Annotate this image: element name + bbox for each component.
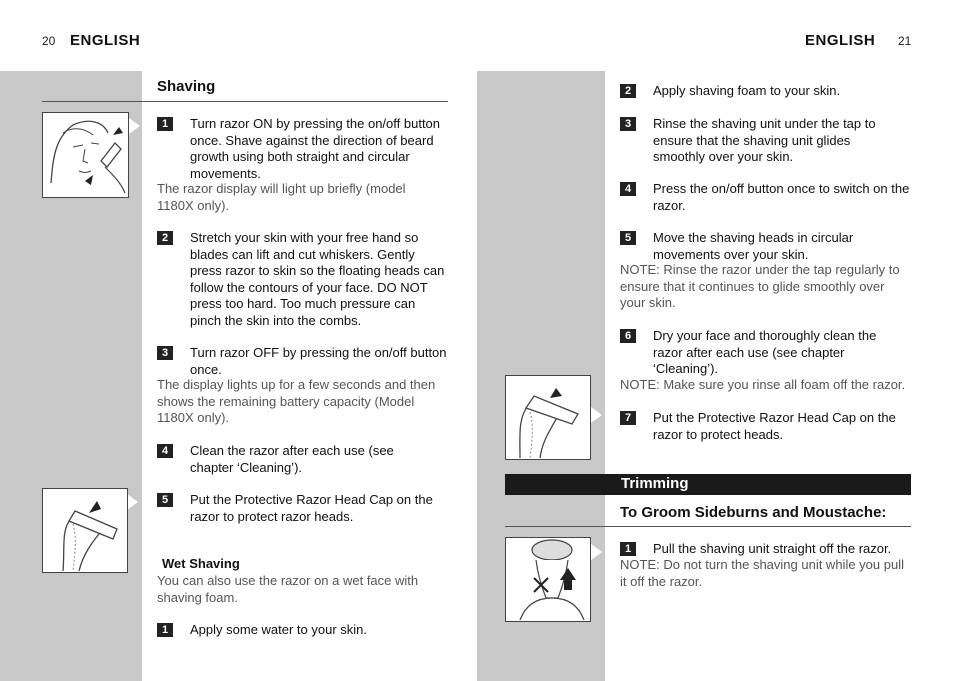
illustration-remove-shaving-unit [505, 537, 591, 622]
section-divider [505, 526, 911, 527]
step-text: Clean the razor after each use (see chapter ‘Cleaning’). [190, 443, 394, 475]
step-5 [620, 230, 900, 263]
illustration-pointer [591, 407, 602, 423]
wet-shaving-intro: You can also use the razor on a wet face with shaving foam. [157, 573, 419, 605]
step-number: 3 [157, 346, 173, 360]
illustration-face-shaving [42, 112, 129, 198]
trim-step-1-note: NOTE: Do not turn the shaving unit while you pull it off the razor. [620, 557, 904, 589]
step-2 [620, 83, 920, 100]
page-header-right: ENGLISH [805, 32, 876, 49]
step-4 [620, 181, 912, 214]
page-header-left: ENGLISH [70, 32, 141, 49]
step-7 [620, 410, 912, 443]
step-text: Rinse the shaving unit under the tap to ensure that the shaving unit glides smoothly over your skin. [653, 116, 876, 164]
step-3 [620, 116, 895, 166]
step-1-note: The razor display will light up briefly (model 1180X only). [157, 181, 406, 213]
step-text: Stretch your skin with your free hand so blades can lift and cut whiskers. Gently press razor to skin so the floating heads can follow the contours of your face. DO NOT press too hard. Too much pressure can pinch the skin into the combs. [190, 230, 445, 328]
illustration-pointer [127, 494, 138, 510]
step-number: 4 [620, 182, 636, 196]
step-text: Put the Protective Razor Head Cap on the razor to protect heads. [653, 410, 896, 442]
step-number: 7 [620, 411, 636, 425]
step-6-note: NOTE: Make sure you rinse all foam off the razor. [620, 377, 906, 392]
subsection-title-wet-shaving: Wet Shaving [162, 556, 240, 571]
step-number: 5 [157, 493, 173, 507]
step-5-note: NOTE: Rinse the razor under the tap regularly to ensure that it continues to glide smoothly over your skin. [620, 262, 900, 310]
step-1 [157, 116, 449, 182]
step-text: Press the on/off button once to switch on the razor. [653, 181, 910, 213]
step-number: 1 [157, 623, 173, 637]
step-text: Apply shaving foam to your skin. [653, 83, 841, 98]
step-number: 2 [157, 231, 173, 245]
step-number: 5 [620, 231, 636, 245]
illustration-pointer [129, 118, 140, 134]
step-text: Pull the shaving unit straight off the razor. [653, 541, 892, 556]
step-text: Turn razor OFF by pressing the on/off button once. [190, 345, 447, 377]
illustration-razor-cap [505, 375, 591, 460]
step-text: Put the Protective Razor Head Cap on the razor to protect razor heads. [190, 492, 433, 524]
trim-step-1 [620, 541, 912, 558]
section-title-trimming: Trimming [621, 475, 689, 492]
illustration-pointer [591, 544, 602, 560]
section-bar-trimming [505, 474, 911, 495]
step-number: 4 [157, 444, 173, 458]
step-number: 3 [620, 117, 636, 131]
step-number: 1 [620, 542, 636, 556]
step-2 [157, 230, 449, 329]
step-text: Move the shaving heads in circular movements over your skin. [653, 230, 854, 262]
step-5 [157, 492, 449, 525]
step-text: Turn razor ON by pressing the on/off button once. Shave against the direction of beard growth using both straight and circular movements. [190, 116, 441, 181]
page-number-left: 20 [42, 34, 56, 48]
step-number: 6 [620, 329, 636, 343]
step-4 [157, 443, 417, 476]
illustration-razor-cap [42, 488, 128, 573]
step-text: Apply some water to your skin. [190, 622, 368, 637]
section-title-shaving: Shaving [157, 78, 216, 95]
step-3 [157, 345, 449, 378]
step-number: 2 [620, 84, 636, 98]
subsection-title-groom: To Groom Sideburns and Moustache: [620, 504, 887, 521]
step-6 [620, 328, 895, 378]
step-3-note: The display lights up for a few seconds and then shows the remaining battery capacity (Model 1180X only). [157, 377, 436, 425]
step-text: Dry your face and thoroughly clean the razor after each use (see chapter ‘Cleaning’). [653, 328, 877, 376]
section-divider [42, 101, 448, 102]
wet-step-1 [157, 622, 449, 639]
step-number: 1 [157, 117, 173, 131]
page-number-right: 21 [898, 34, 912, 48]
